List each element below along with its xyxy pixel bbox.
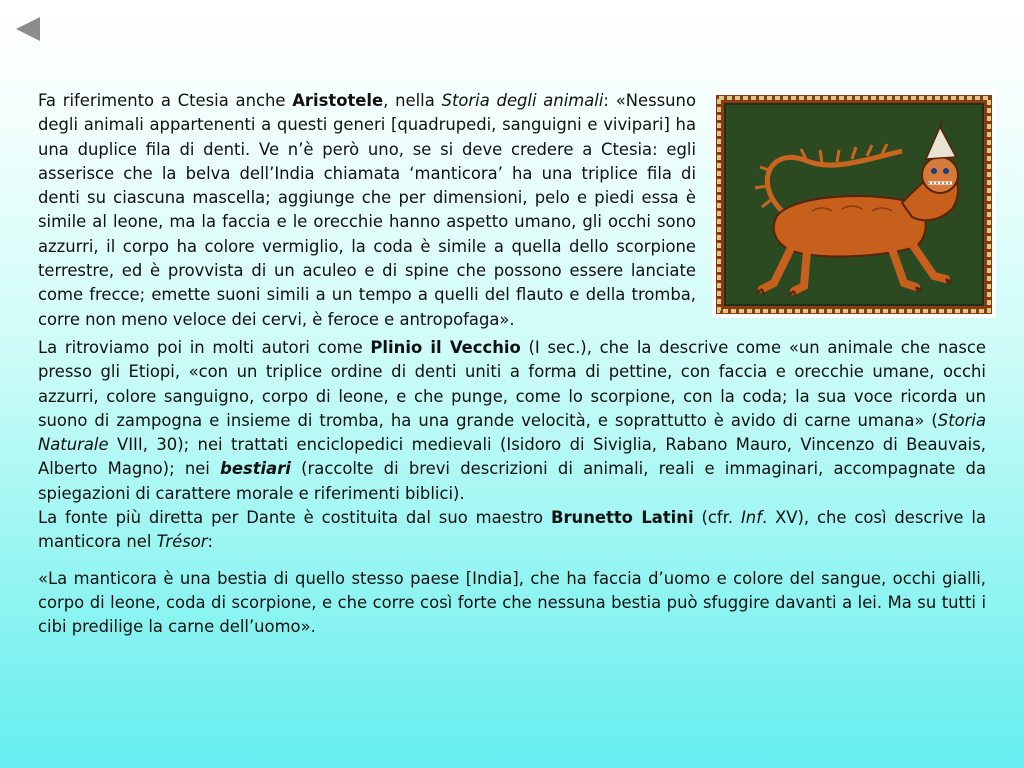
name-brunetto-latini: Brunetto Latini (550, 508, 694, 528)
back-arrow-icon[interactable] (16, 17, 40, 41)
ref-inferno: Inf (740, 508, 762, 528)
slide-body (38, 89, 986, 640)
paragraph-brunetto: La fonte più diretta per Dante è costituita dal suo maestro Brunetto Latini (cfr. Inf. XV), che così descrive la manticora nel Trésor: (38, 508, 986, 552)
name-aristotele: Aristotele (292, 91, 384, 110)
manticore-illustration (712, 91, 996, 318)
paragraph-aristotele: Fa riferimento a Ctesia anche Aristotele, nella Storia degli animali: «Nessuno degli animali appartenenti a questi generi [quadrupedi, sanguigni e vivipari] ha una duplice fila di denti. Ve n’è però uno, se si deve credere a Ctesia: egli asserisce che la belva dell’India chiamata ‘manticora’ ha una triplice fila di denti su ciascuna mascella; aggiunge che per dimensioni, pelo e piedi essa è simile al leone, ma la faccia e le orecchie hanno aspetto umano, gli occhi sono azzurri, il corpo ha colore vermiglio, la coda è simile a quella dello scorpione terrestre, ed è provvista di un aculeo e di spine che possono essere lanciate come frecce; emette suoni simili a un tempo a quelli del flauto e della tromba, corre non meno veloce dei cervi, è feroce e antropofaga». (38, 91, 696, 329)
paragraph-plinio: La ritroviamo poi in molti autori come Plinio il Vecchio (I sec.), che la descrive come «un animale che nasce presso gli Etiopi, «con un triplice ordine di denti uniti a forma di pettine, con faccia e orecchie umane, occhi azzurri, colore sanguigno, corpo di leone, e che punge, come lo scorpione, con la coda; la sua voce ricorda un suono di zampogna e insieme di tromba, ha una grande velocità, e soprattutto è avido di carne umana» (Storia Naturale VIII, 30); nei trattati enciclopedici medievali (Isidoro di Siviglia, Rabano Mauro, Vincenzo di Beauvais, Alberto Magno); nei bestiari (raccolte di brevi descrizioni di animali, reali e immaginari, accompagnate da spiegazioni di carattere morale e riferimenti biblici). (38, 337, 986, 503)
title-tresor: Trésor (156, 532, 208, 552)
term-bestiari: bestiari (220, 459, 291, 479)
name-plinio: Plinio il Vecchio (370, 337, 521, 357)
quote-tresor: «La manticora è una bestia di quello stesso paese [India], che ha faccia d’uomo e colore del sangue, occhi gialli, corpo di leone, coda di scorpione, e che corre così forte che nessuna bestia può sfuggire davanti a lei. Ma su tutti i cibi predilige la carne dell’uomo». (38, 568, 986, 637)
manticore-icon (712, 91, 996, 318)
title-storia-animali: Storia degli animali (441, 91, 604, 110)
title-storia-naturale: Storia Naturale (38, 410, 986, 455)
